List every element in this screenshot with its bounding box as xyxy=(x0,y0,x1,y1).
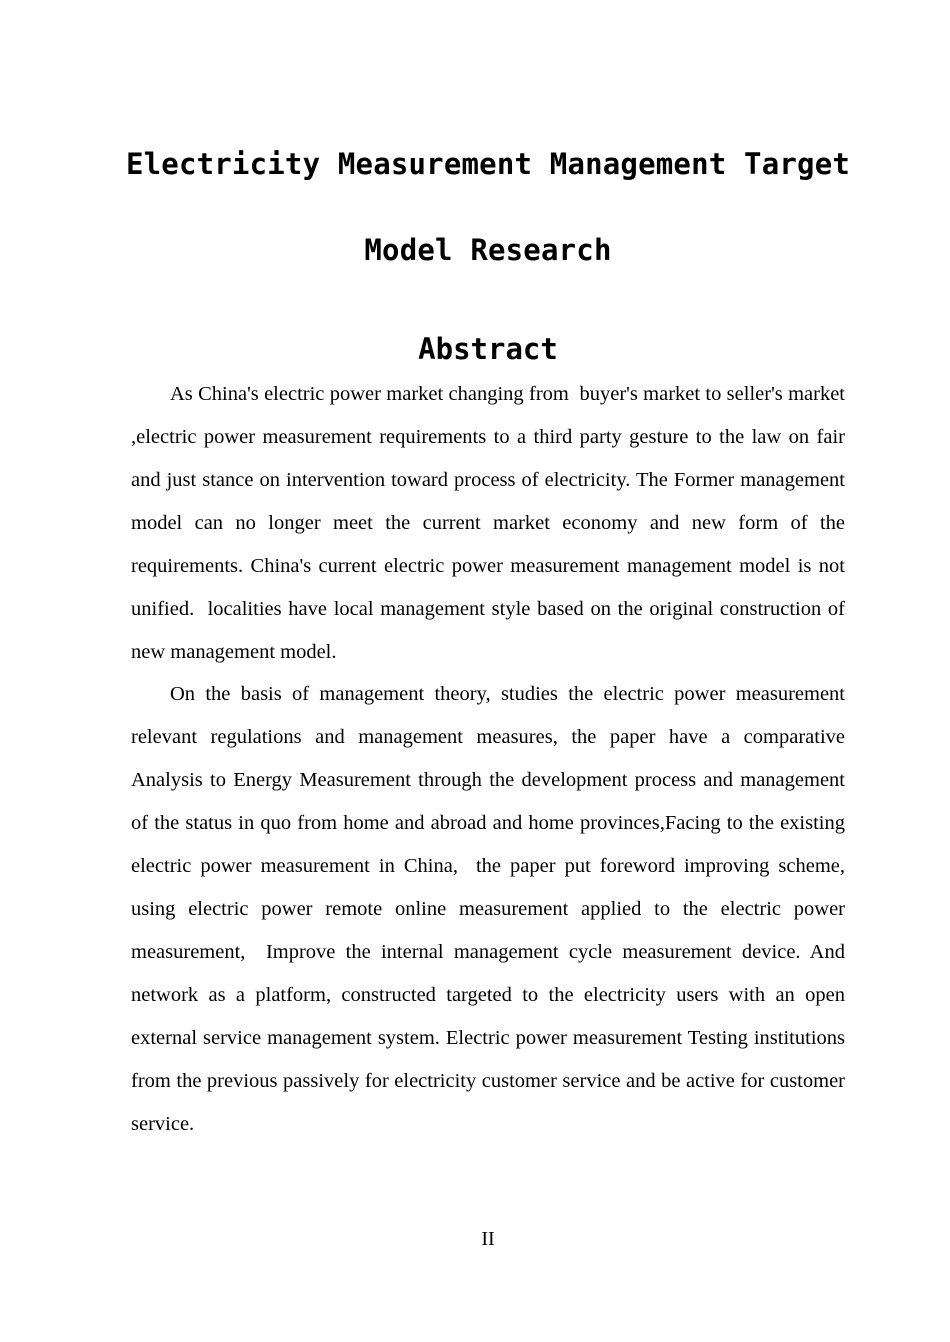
abstract-paragraph-1: As China's electric power market changing from buyer's market to seller's market ,electric power measurement requirements to a third party gesture to the law on fair and just stance on intervention toward process of electricity. The Former management model can no longer meet the current market economy and new form of the requirements. China's current electric power measurement management model is not unified. localities have local management style based on the original construction of new management model. xyxy=(131,383,851,663)
abstract-paragraph-2: On the basis of management theory, studies the electric power measurement relevant regulations and management measures, the paper have a comparative Analysis to Energy Measurement through the development process and management of the status in quo from home and abroad and home provinces,Facing to the existing electric power measurement in China, the paper put foreword improving scheme, using electric power remote online measurement applied to the electric power measurement, Improve the internal management cycle measurement device. And network as a platform, constructed targeted to the electricity users with an open external service management system. Electric power measurement Testing institutions from the previous passively for electricity customer service and be active for customer service. xyxy=(131,683,856,1135)
section-heading-abstract: Abstract xyxy=(418,332,558,366)
title-line-2: Model Research xyxy=(364,233,612,267)
title-line-1: Electricity Measurement Management Target xyxy=(125,147,851,181)
page-number: II xyxy=(481,1228,495,1250)
